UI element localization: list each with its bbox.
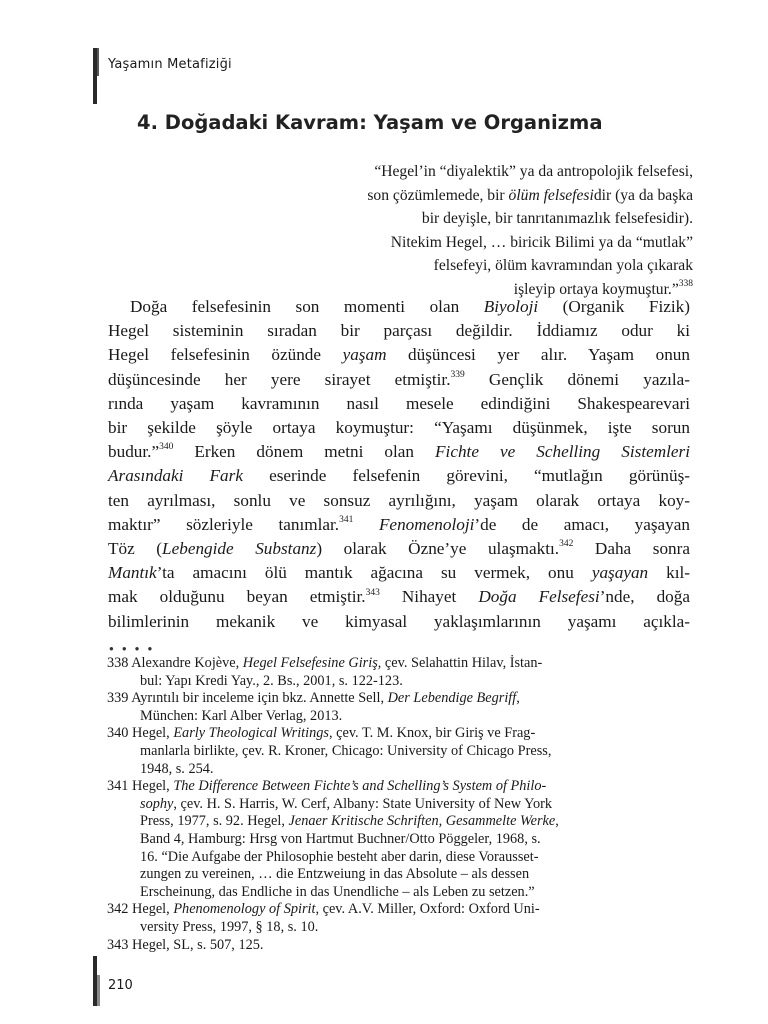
epigraph: [367, 160, 693, 301]
running-head: Yaşamın Metafiziği: [108, 57, 232, 72]
body-line: Töz (Lebengide Substanz) olarak Özne’ye ulaşmaktı.$^{342}$ Daha sonra: [108, 539, 690, 559]
footnotes: [107, 655, 692, 954]
epigraph-line: felsefeyi, ölüm kavramından yola çıkarak: [433, 257, 693, 274]
footnote-340: 340 Hegel, Early Theological Writings, çev. T. M. Knox, bir Giriş ve Frag- manlarla birlikte, çev. R. Kroner, Chicago: University of Chicago Press, 1948, s. 254.: [107, 725, 552, 777]
body-line: Doğa felsefesinin son momenti olan Biyoloji (Organik Fizik): [130, 297, 690, 316]
footnote-ref: 341: [339, 515, 354, 526]
body-line: bir şekilde şöyle ortaya koymuştur: “Yaşamı düşünmek, işte sorun: [108, 418, 690, 438]
epigraph-line: son çözümlemede, bir ölüm felsefesidir (ya da başka: [367, 186, 693, 204]
body-paragraph: [108, 295, 690, 634]
footnote-ref: 343: [365, 587, 380, 598]
body-line: ten ayrılması, sonlu ve sonsuz ayrılığını, yaşam olarak ortaya koy-: [108, 490, 690, 510]
body-line: mak olduğunu beyan etmiştir.$^{343}$ Nihayet Doğa Felsefesi’nde, doğa: [108, 587, 690, 607]
footnote-341: 341 Hegel, The Difference Between Fichte’s and Schelling’s System of Philo- sophy, çev. H. S. Harris, W. Cerf, Albany: State University of New York Press, 1977, s. 92. Hegel, Jenaer Kritische Schriften, Gesammelte Werke, Band 4, Hamburg: Hrsg von Hartmut Buchner/Otto Pöggeler, 1968, s. 16. “Die Aufgabe der Philosophie besteht aber darin, diese Vorausset- zungen zu vereinen, … die Entzweiung in das Absolute – als dessen Erscheinung, das Endliche in das Unendliche – als Leben zu setzen.”: [107, 778, 559, 900]
footnote-338: 338 Alexandre Kojève, Hegel Felsefesine Giriş, çev. Selahattin Hilav, İstan- bul: Yapı Kredi Yay., 2. Bs., 2001, s. 122-123.: [107, 655, 543, 689]
body-line: bilimlerinin mekanik ve kimyasal yaklaşımlarının yaşamı açıkla-: [108, 611, 690, 631]
body-line: budur.”$^{340}$ Erken dönem metni olan Fichte ve Schelling Sistemleri: [108, 442, 690, 462]
footnote-separator: ● ● ● ●: [109, 644, 156, 653]
body-line: rında yaşam kavramının nasıl mesele edindiğini Shakespearevari: [108, 393, 690, 413]
page-number: 210: [108, 978, 133, 993]
body-line: Mantık’ta amacını ölü mantık ağacına su vermek, onu yaşayan kıl-: [108, 563, 690, 583]
epigraph-line: Nitekim Hegel, … biricik Bilimi ya da “mutlak”: [390, 233, 693, 251]
margin-rule-top-accent: [97, 48, 99, 76]
footnote-ref: 339: [450, 369, 465, 380]
margin-rule-bottom-accent: [97, 975, 100, 1006]
body-line: Hegel sisteminin sıradan bir parçası değildir. İddiamız odur ki: [108, 321, 690, 341]
footnote-ref: 340: [159, 442, 174, 453]
body-line: maktır” sözleriyle tanımlar.$^{341}$ Fenomenoloji’de de amacı, yaşayan: [108, 514, 690, 534]
footnote-343: 343 Hegel, SL, s. 507, 125.: [107, 936, 264, 953]
footnote-ref: 342: [559, 539, 574, 550]
epigraph-line: işleyip ortaya koymuştur.”$^{338}$: [513, 279, 693, 298]
body-line: Arasındaki Fark eserinde felsefenin görevini, “mutlağın görünüş-: [108, 466, 691, 486]
footnote-ref: 338: [678, 279, 693, 290]
body-line: Hegel felsefesinin özünde yaşam düşüncesi yer alır. Yaşam onun: [108, 345, 690, 365]
epigraph-line: “Hegel’in “diyalektik” ya da antropolojik felsefesi,: [374, 163, 693, 180]
epigraph-line: bir deyişle, bir tanrıtanımazlık felsefesidir).: [421, 210, 693, 227]
footnote-339: 339 Ayrıntılı bir inceleme için bkz. Annette Sell, Der Lebendige Begriff, München: Karl Alber Verlag, 2013.: [107, 690, 520, 724]
body-line: düşüncesinde her yere sirayet etmiştir.$^{339}$ Gençlik dönemi yazıla-: [108, 369, 690, 389]
footnote-342: 342 Hegel, Phenomenology of Spirit, çev. A.V. Miller, Oxford: Oxford Uni- versity Press, 1997, § 18, s. 10.: [107, 901, 540, 935]
chapter-title: 4. Doğadaki Kavram: Yaşam ve Organizma: [137, 111, 603, 134]
